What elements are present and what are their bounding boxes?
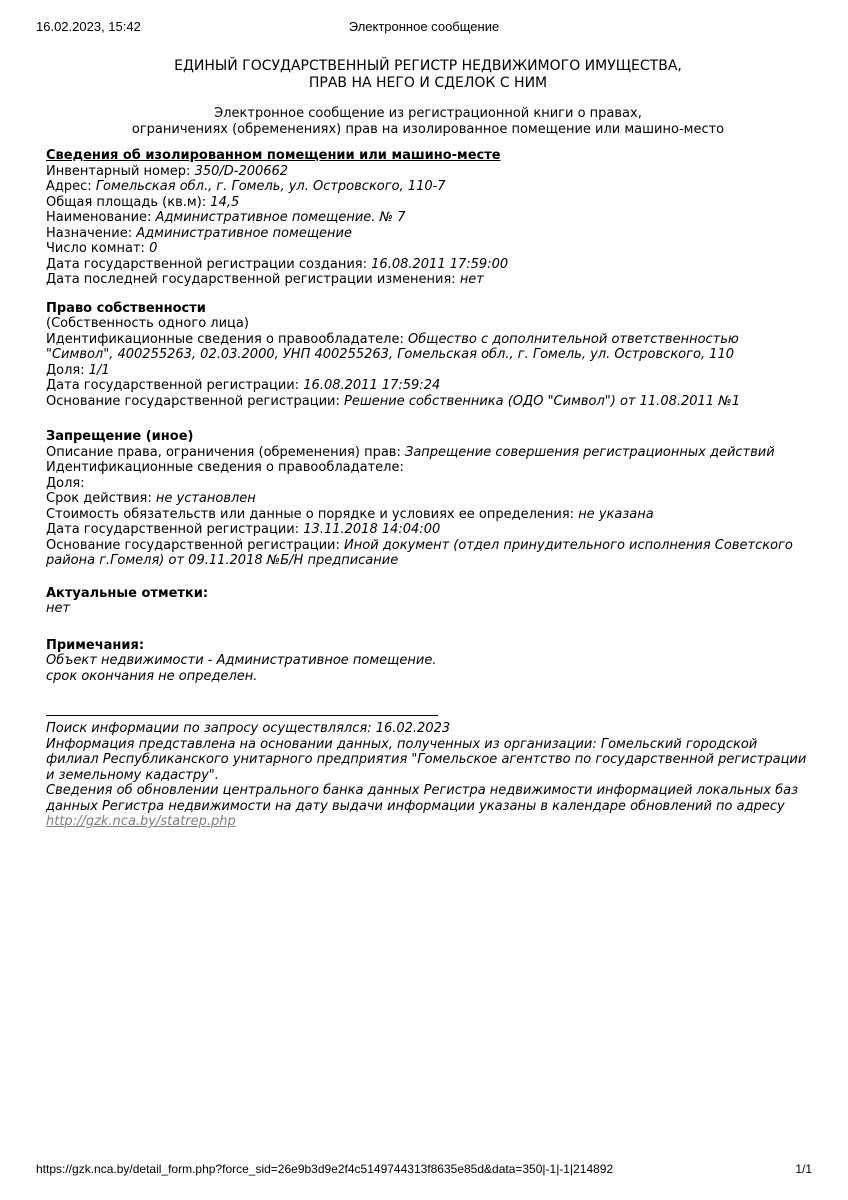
print-date: 16.02.2023, 15:42 <box>36 19 141 34</box>
doc-subtitle-line1: Электронное сообщение из регистрационной книги о правах, <box>214 106 642 121</box>
field-label: Назначение: <box>46 225 133 241</box>
field-right-description <box>46 445 810 461</box>
field-share <box>46 363 810 379</box>
section-prohibition <box>46 429 810 569</box>
section-object-info <box>46 148 810 288</box>
field-share <box>46 476 810 492</box>
field-rightholder-ident <box>46 460 810 476</box>
notes-line2: срок окончания не определен. <box>46 668 258 684</box>
source-organization-line: Информация представлена на основании данных, полученных из организации: Гомельский городской филиал Республиканского унитарного предприятия "Гомельское агентство по государственной регистрации и земельному кадастру". <box>46 736 807 783</box>
field-value: не установлен <box>155 491 256 506</box>
section-ownership <box>46 301 810 410</box>
field-value: 16.08.2011 17:59:00 <box>371 256 509 272</box>
section-ownership-heading: Право собственности <box>46 300 206 316</box>
field-value: 13.11.2018 14:04:00 <box>303 522 441 537</box>
field-total-area <box>46 195 810 211</box>
section-notes <box>46 638 810 685</box>
field-value: Общество с дополнительной ответственностью "Символ", 400255263, 02.03.2000, УНП 400255263, Гомельская обл., г. Гомель, ул. Островского, 110 <box>46 331 739 362</box>
field-reg-date <box>46 522 810 538</box>
field-value: 350/D-200662 <box>194 163 289 179</box>
info-footer <box>46 715 810 830</box>
page-number: 1/1 <box>795 1162 812 1176</box>
field-label: Описание права, ограничения (обременения) прав: <box>46 444 401 460</box>
field-value: нет <box>459 272 484 287</box>
field-validity-term <box>46 491 810 507</box>
registry-title <box>38 58 818 91</box>
field-value: Решение собственника (ОДО "Символ") от 11.08.2011 №1 <box>344 393 740 409</box>
field-value: Административное помещение. № 7 <box>155 210 406 225</box>
field-value: Гомельская обл., г. Гомель, ул. Островского, 110-7 <box>95 179 446 194</box>
section-object-heading: Сведения об изолированном помещении или машино-месте <box>46 148 501 163</box>
section-prohibition-heading: Запрещение (иное) <box>46 429 194 444</box>
field-label: Срок действия: <box>46 491 152 506</box>
field-label: Дата последней государственной регистрации изменения: <box>46 272 456 287</box>
field-label: Общая площадь (кв.м): <box>46 194 207 210</box>
registry-title-line2: ПРАВ НА НЕГО И СДЕЛОК С НИМ <box>308 74 548 91</box>
field-creation-reg-date <box>46 257 810 273</box>
print-footer-url: https://gzk.nca.by/detail_form.php?force_sid=26e9b3d9e2f4c5149744313f8635e85d&data=350|-1|-1|214892 <box>36 1162 614 1176</box>
field-label: Дата государственной регистрации: <box>46 378 300 393</box>
field-label: Основание государственной регистрации: <box>46 393 340 409</box>
print-title: Электронное сообщение <box>348 19 500 34</box>
doc-subtitle <box>38 106 818 137</box>
field-value: Иной документ (отдел принудительного исполнения Советского района г.Гомеля) от 09.11.2018 №Б/Н предписание <box>46 537 793 568</box>
field-reg-basis <box>46 538 810 569</box>
field-label: Дата государственной регистрации: <box>46 522 300 537</box>
field-room-count <box>46 241 810 257</box>
field-value: Административное помещение <box>136 225 353 241</box>
field-address <box>46 179 810 195</box>
field-value: 14,5 <box>210 194 240 210</box>
section-notes-heading: Примечания: <box>46 637 145 653</box>
print-footer <box>36 1162 812 1176</box>
ownership-subheading: (Собственность одного лица) <box>46 316 249 331</box>
field-label: Дата государственной регистрации создания: <box>46 256 368 272</box>
section-current-marks <box>46 586 810 617</box>
field-reg-date <box>46 378 810 394</box>
doc-subtitle-line2: ограничениях (обременениях) прав на изолированное помещение или машино-место <box>131 121 725 137</box>
field-label: Число комнат: <box>46 241 145 256</box>
field-value: не указана <box>578 506 654 522</box>
search-date-line: Поиск информации по запросу осуществлялся: 16.02.2023 <box>46 721 451 736</box>
field-label: Основание государственной регистрации: <box>46 537 340 553</box>
field-reg-basis <box>46 394 810 410</box>
field-label: Доля: <box>46 475 85 491</box>
field-inventory-number <box>46 164 810 180</box>
update-info-line: Сведения об обновлении центрального банка данных Регистра недвижимости информацией локальных баз данных Регистра недвижимости на дату выдачи информации указаны в календаре обновлений по адресу <box>46 783 799 814</box>
registry-title-line1: ЕДИНЫЙ ГОСУДАРСТВЕННЫЙ РЕГИСТР НЕДВИЖИМОГО ИМУЩЕСТВА, <box>174 58 682 74</box>
field-last-change-reg-date <box>46 272 810 288</box>
signature-divider <box>46 715 438 716</box>
field-purpose <box>46 226 810 242</box>
field-value: 0 <box>149 241 158 256</box>
field-rightholder-ident <box>46 332 810 363</box>
field-label: Стоимость обязательств или данные о порядке и условиях ее определения: <box>46 506 575 522</box>
field-value: 16.08.2011 17:59:24 <box>303 378 441 393</box>
print-header <box>0 19 848 34</box>
field-label: Идентификационные сведения о правообладателе: <box>46 331 404 347</box>
field-label: Идентификационные сведения о правообладателе: <box>46 460 404 475</box>
field-value: Запрещение совершения регистрационных действий <box>404 444 775 460</box>
field-label: Доля: <box>46 362 85 378</box>
field-name <box>46 210 810 226</box>
field-obligation-cost <box>46 507 810 523</box>
field-label: Адрес: <box>46 179 92 194</box>
statrep-link[interactable]: http://gzk.nca.by/statrep.php <box>46 814 236 829</box>
notes-line1: Объект недвижимости - Административное помещение. <box>46 653 437 668</box>
field-label: Инвентарный номер: <box>46 163 191 179</box>
current-marks-value: нет <box>46 601 71 616</box>
section-marks-heading: Актуальные отметки: <box>46 585 209 601</box>
field-value: 1/1 <box>88 362 110 378</box>
field-label: Наименование: <box>46 210 152 225</box>
